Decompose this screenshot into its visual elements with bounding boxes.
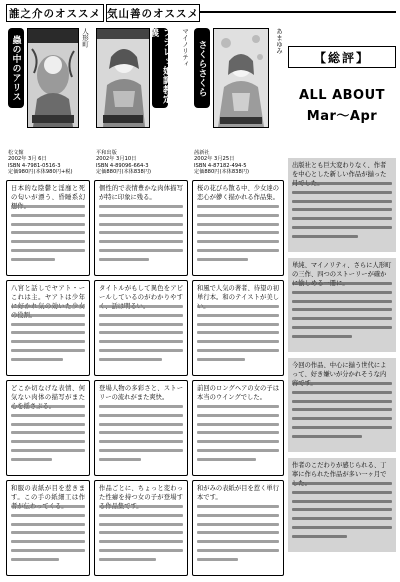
- review-text: 桜の花びら散る中、少女達の恋心が儚く描かれる作品集。: [197, 185, 279, 201]
- text-placeholder: [197, 405, 279, 471]
- book-info-2: [94, 24, 188, 176]
- text-placeholder: [197, 205, 279, 271]
- review-text: 作品ごとに、ちょっと変わった性癖を持つ女の子が登場す: [99, 485, 183, 501]
- review-cell-c1: [192, 180, 284, 276]
- book-date-1: 2002年 3月 6日: [8, 156, 47, 163]
- book-pubinfo-2: [96, 150, 151, 176]
- summary-bracket-left: 【: [313, 50, 328, 65]
- book-publisher-3: 茜新社: [194, 149, 210, 156]
- review-cell-b1: [94, 180, 188, 276]
- book-info-1: [6, 24, 90, 176]
- review-text: 日本的な陰鬱と淫靡と死の匂いが漂う、昏睡系幻: [11, 185, 85, 201]
- review-cell-c3: [192, 380, 284, 476]
- summary-cell-1: [288, 158, 396, 252]
- book-column-3: [192, 24, 284, 576]
- book-price-1: 定価980円(本体980円+税): [8, 169, 73, 176]
- allabout-line1: ALL ABOUT: [298, 88, 386, 103]
- review-text: 和服の表紙が目を惹きます。この手の紙細工は作: [11, 485, 85, 501]
- review-cell-c2: [192, 280, 284, 376]
- text-placeholder: [99, 505, 183, 571]
- book-title-2: フラレッ娘調教定義: [148, 28, 171, 104]
- header-rule: [200, 11, 396, 13]
- review-text: 和がみの表紙が目を惹く単行本です。: [197, 485, 279, 501]
- review-text: 個性的で表情豊かな肉体描写が特に印象に残る。: [99, 185, 183, 201]
- book-isbn-2: ISBN 4-89096-664-3: [96, 162, 149, 169]
- text-placeholder: [11, 505, 85, 571]
- allabout-line2: Mar～Apr: [306, 109, 378, 124]
- book-info-3: [192, 24, 284, 176]
- review-text: 前回のロングヘアの女の子は本当のウイングでした。: [197, 385, 279, 401]
- text-placeholder: [197, 305, 279, 371]
- book-author-3: あまゆみ: [275, 28, 283, 54]
- text-placeholder: [292, 182, 392, 248]
- book-price-2: 定価880円(本体838円): [96, 169, 151, 176]
- book-pubinfo-3: [194, 150, 249, 176]
- book-column-1: [6, 24, 90, 576]
- header-tab-left: 誰之介のオススメ: [6, 4, 104, 22]
- review-text: 登場人物の多彩さと、ストーリーの流れがまた爽快。: [99, 385, 183, 401]
- book-date-2: 2002年 3月10日: [96, 156, 137, 163]
- book-cover-3: [213, 28, 269, 128]
- book-pubinfo-1: [8, 150, 73, 176]
- text-placeholder: [292, 382, 392, 448]
- book-column-2: [94, 24, 188, 576]
- review-cell-b3: [94, 380, 188, 476]
- text-placeholder: [292, 482, 392, 548]
- book-isbn-1: ISBN 4-7981-0516-3: [8, 162, 61, 169]
- book-title-band-1: [8, 28, 24, 108]
- summary-text: 出版社とも巨大変わりなく、作者を中心とした新しい作品が揃った: [292, 162, 387, 178]
- book-title-band-3: [194, 28, 210, 108]
- cover-illustration-1: [28, 29, 78, 127]
- cover-illustration-2: [97, 29, 149, 127]
- text-placeholder: [99, 205, 183, 271]
- summary-text: 今回の作品、中心に揃う世代によって、好き嫌いが分かれそうな内: [292, 362, 387, 378]
- review-cell-c4: [192, 480, 284, 576]
- header-tab-right: 気山善のオススメ: [106, 4, 200, 22]
- book-isbn-3: ISBN 4-87182-494-5: [194, 162, 247, 169]
- book-title-band-2: [148, 28, 171, 108]
- summary-cell-2: [288, 258, 396, 352]
- book-date-3: 2002年 3月25日: [194, 156, 235, 163]
- review-text: 和風で人気の著者、待望の初単行本。和のテイストが美し: [197, 285, 279, 301]
- text-placeholder: [11, 205, 85, 271]
- review-cell-a4: [6, 480, 90, 576]
- page-header: [0, 0, 400, 22]
- review-cell-a2: [6, 280, 90, 376]
- review-text: タイトルがもして異色をアピールしているのがわかりやす: [99, 285, 183, 301]
- summary-heading: [288, 46, 396, 68]
- review-cell-b2: [94, 280, 188, 376]
- book-cover-1: [27, 28, 79, 128]
- text-placeholder: [99, 405, 183, 471]
- summary-heading-text: 総評: [327, 50, 356, 65]
- summary-text: 作者のこだわりが感じられる、丁寧に作られた作品が多い一ヶ月で: [292, 462, 387, 478]
- summary-cell-4: [288, 458, 396, 552]
- text-placeholder: [11, 405, 85, 471]
- summary-text: 単純、マイノリティ、さらに人形町の三作、四つのストーリーが確か: [292, 262, 392, 278]
- text-placeholder: [99, 305, 183, 371]
- summary-cell-3: [288, 358, 396, 452]
- review-cell-b4: [94, 480, 188, 576]
- text-placeholder: [197, 505, 279, 571]
- book-price-3: 定価880円(本体838円): [194, 169, 249, 176]
- summary-column: [288, 24, 396, 576]
- summary-bracket-right: 】: [356, 50, 371, 65]
- allabout-title: [288, 88, 396, 124]
- text-placeholder: [292, 282, 392, 348]
- review-cell-a3: [6, 380, 90, 476]
- review-cell-a1: [6, 180, 90, 276]
- cover-illustration-3: [214, 29, 268, 127]
- book-publisher-1: 松文館: [8, 149, 24, 156]
- book-author-1: 人形町: [81, 28, 89, 48]
- review-text: 八宮と話しでヤアト・ーこれは主。ヤアトは少年: [11, 285, 85, 301]
- book-title-3: さくらさくら: [196, 39, 207, 97]
- book-cover-2: [96, 28, 150, 128]
- text-placeholder: [11, 305, 85, 371]
- book-publisher-2: 平和出版: [96, 149, 117, 156]
- book-title-1: 蟲の中のアリス: [10, 34, 21, 102]
- book-author-2: マイノリティ: [181, 28, 189, 67]
- review-text: どこか切なげな表情、何気ない肉体の描写がまた: [11, 385, 85, 401]
